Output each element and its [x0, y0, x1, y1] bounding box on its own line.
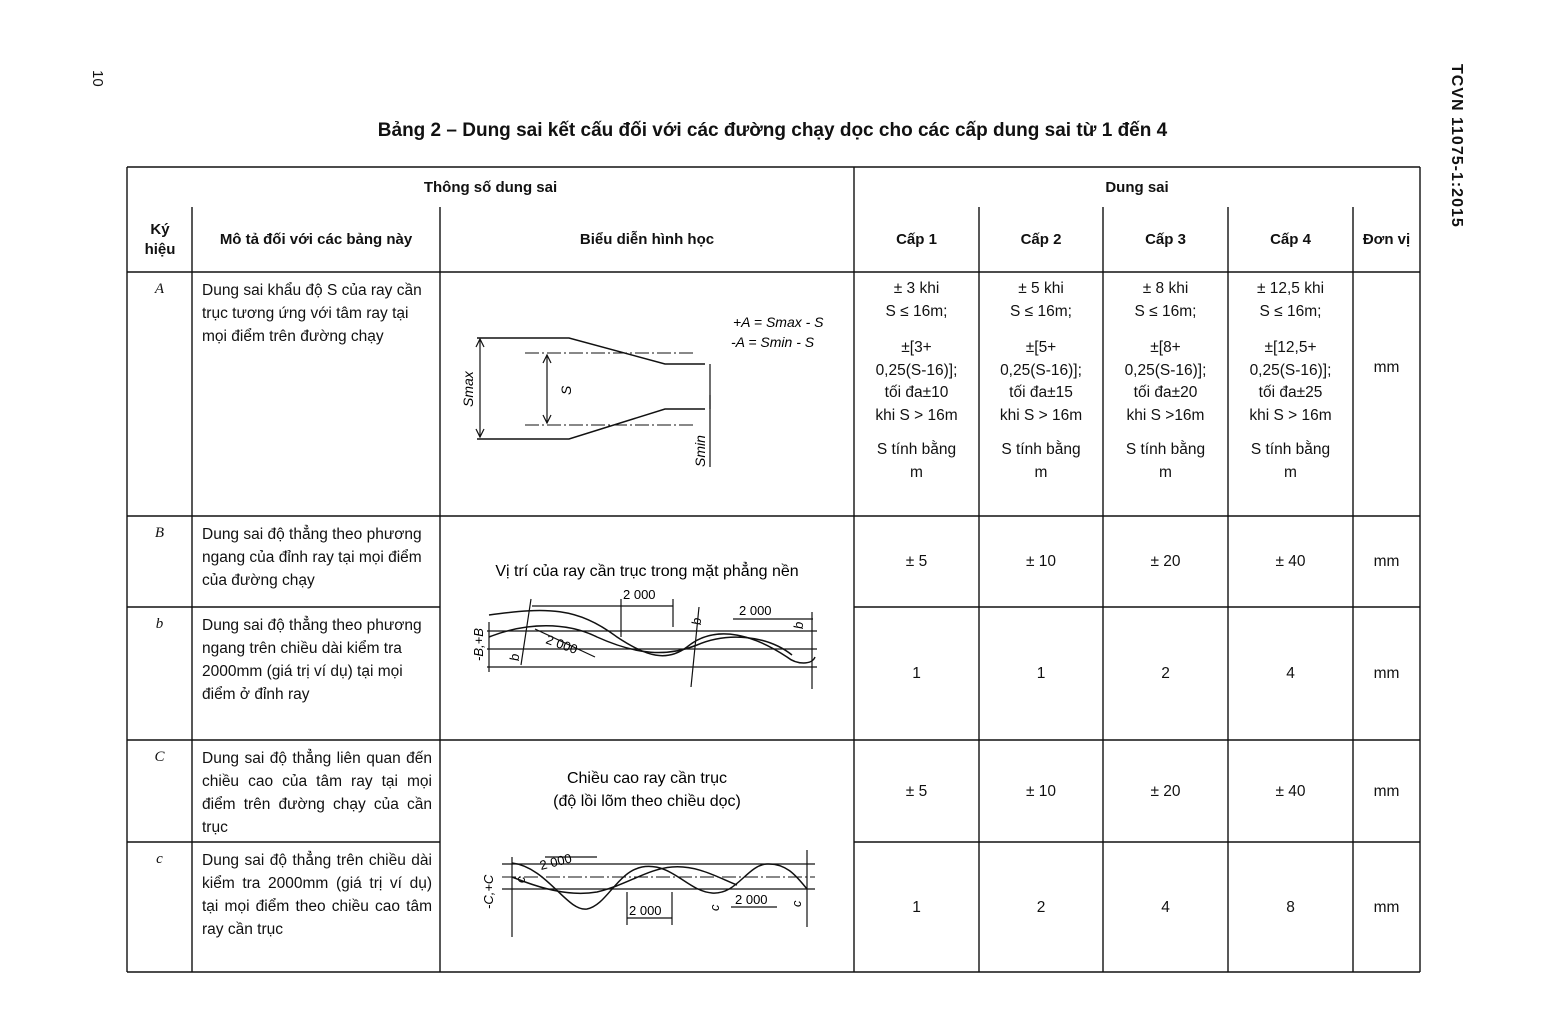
label-c-left: c: [513, 876, 528, 883]
page-number: 10: [89, 70, 106, 87]
header-grade-4: Cấp 4: [1270, 231, 1311, 248]
row-b-description: Dung sai độ thẳng theo phương ngang trên chiều dài kiểm tra 2000mm (giá trị ví dụ) tại mọi điểm ở đỉnh ray: [202, 617, 422, 703]
row-C-grade-1: ± 5: [905, 782, 928, 800]
row-B-grade-3: ± 20: [1150, 553, 1181, 570]
header-grade-3: Cấp 3: [1145, 231, 1186, 248]
dim-2000-bottom: 2 000: [629, 903, 662, 918]
row-a-symbol: A: [154, 281, 165, 297]
label-b-left: b: [507, 653, 522, 661]
header-unit: Đơn vị: [1362, 230, 1411, 248]
row-c-unit: mm: [1373, 898, 1400, 916]
header-geometry: Biểu diễn hình học: [579, 231, 715, 248]
label-c-right: c: [789, 900, 804, 907]
row-b-grade-4: 4: [1286, 665, 1295, 682]
row-b-grade-3: 2: [1161, 665, 1170, 682]
row-a-grade-3: ± 8 khi S ≤ 16m; ±[8+ 0,25(S-16)]; tối đa±20 khi S >16m S tính bằng m: [1124, 280, 1207, 481]
label-smin: Smin: [692, 435, 708, 467]
row-b-symbol: b: [155, 616, 164, 632]
label-b-right: b: [791, 621, 806, 629]
table-title: Bảng 2 – Dung sai kết cấu đối với các đường chạy dọc cho các cấp dung sai từ 1 đến 4: [377, 120, 1168, 141]
row-C-grade-3: ± 20: [1150, 782, 1181, 800]
caption-vertical-1: Chiều cao ray cần trục: [566, 770, 728, 787]
formula-plus-a: +A = Smax - S: [733, 314, 824, 330]
dim-2000-right: 2 000: [739, 603, 772, 618]
header-grade-1: Cấp 1: [896, 231, 937, 248]
row-B-grade-1: ± 5: [905, 553, 928, 570]
caption-vertical-2: (độ lồi lõm theo chiều dọc): [553, 793, 741, 810]
row-a-grade-4: ± 12,5 khi S ≤ 16m; ±[12,5+ 0,25(S-16)]; tối đa±25 khi S > 16m S tính bằng m: [1249, 280, 1332, 481]
row-c-symbol: c: [156, 851, 163, 867]
row-a-grade-2: ± 5 khi S ≤ 16m; ±[5+ 0,25(S-16)]; tối đa±15 khi S > 16m S tính bằng m: [999, 280, 1083, 481]
row-C-unit: mm: [1373, 782, 1400, 800]
figure-vertical-straightness: [127, 167, 1420, 972]
dim-2000-left: 2 000: [538, 850, 574, 873]
label-s: S: [558, 385, 574, 395]
row-c-grade-2: 2: [1036, 898, 1046, 916]
row-c-grade-4: 8: [1286, 898, 1295, 916]
dim-2000-top: 2 000: [623, 587, 656, 602]
caption-horizontal: Vị trí của ray cần trục trong mặt phẳng nền: [495, 563, 799, 580]
tolerance-table: [127, 167, 1420, 972]
row-c-grade-3: 4: [1161, 898, 1170, 916]
header-params-group: Thông số dung sai: [423, 178, 558, 196]
row-C-symbol: C: [154, 749, 165, 765]
formula-minus-a: -A = Smin - S: [731, 334, 815, 350]
dim-2000-bottom-right: 2 000: [735, 892, 768, 907]
row-c-grade-1: 1: [912, 898, 921, 916]
row-a-grade-1: ± 3 khi S ≤ 16m; ±[3+ 0,25(S-16)]; tối đa±10 khi S > 16m S tính bằng m: [875, 280, 958, 481]
row-a-description: Dung sai khẩu độ S của ray cần trục tương ứng với tâm ray tại mọi điểm trên đường chạy: [202, 282, 422, 345]
row-b-unit: mm: [1373, 665, 1400, 682]
label-c-mid: c: [707, 904, 722, 911]
row-B-grade-4: ± 40: [1275, 553, 1306, 570]
label-smax: Smax: [460, 371, 476, 407]
header-symbol: Ký hiệu: [144, 220, 176, 258]
standard-code: TCVN 11075-1:2015: [1448, 64, 1465, 228]
header-grade-2: Cấp 2: [1020, 231, 1062, 248]
row-C-grade-2: ± 10: [1025, 782, 1057, 800]
row-a-unit: mm: [1373, 358, 1400, 376]
dim-2000-slanted: 2 000: [543, 631, 580, 657]
row-b-grade-1: 1: [912, 665, 921, 682]
row-C-grade-4: ± 40: [1275, 782, 1306, 800]
row-b-grade-2: 1: [1036, 665, 1046, 682]
row-C-description: Dung sai độ thẳng liên quan đến chiều cao của tâm ray tại mọi điểm trên đường chạy của cần trục: [202, 750, 432, 836]
label-pm-b: -B,+B: [471, 628, 486, 661]
label-pm-c: -C,+C: [481, 874, 496, 909]
label-b-mid: b: [689, 617, 704, 625]
row-B-grade-2: ± 10: [1025, 553, 1057, 570]
header-tolerance-group: Dung sai: [1105, 178, 1169, 196]
row-c-description: Dung sai độ thẳng trên chiều dài kiểm tra 2000mm (giá trị ví dụ) tại mọi điểm theo chiều cao tâm ray cần trục: [202, 852, 432, 938]
header-description: Mô tả đối với các bảng này: [219, 231, 413, 248]
row-B-unit: mm: [1373, 553, 1400, 570]
row-B-symbol: B: [154, 525, 165, 541]
row-B-description: Dung sai độ thẳng theo phương ngang của đỉnh ray tại mọi điểm của đường chạy: [202, 526, 422, 589]
